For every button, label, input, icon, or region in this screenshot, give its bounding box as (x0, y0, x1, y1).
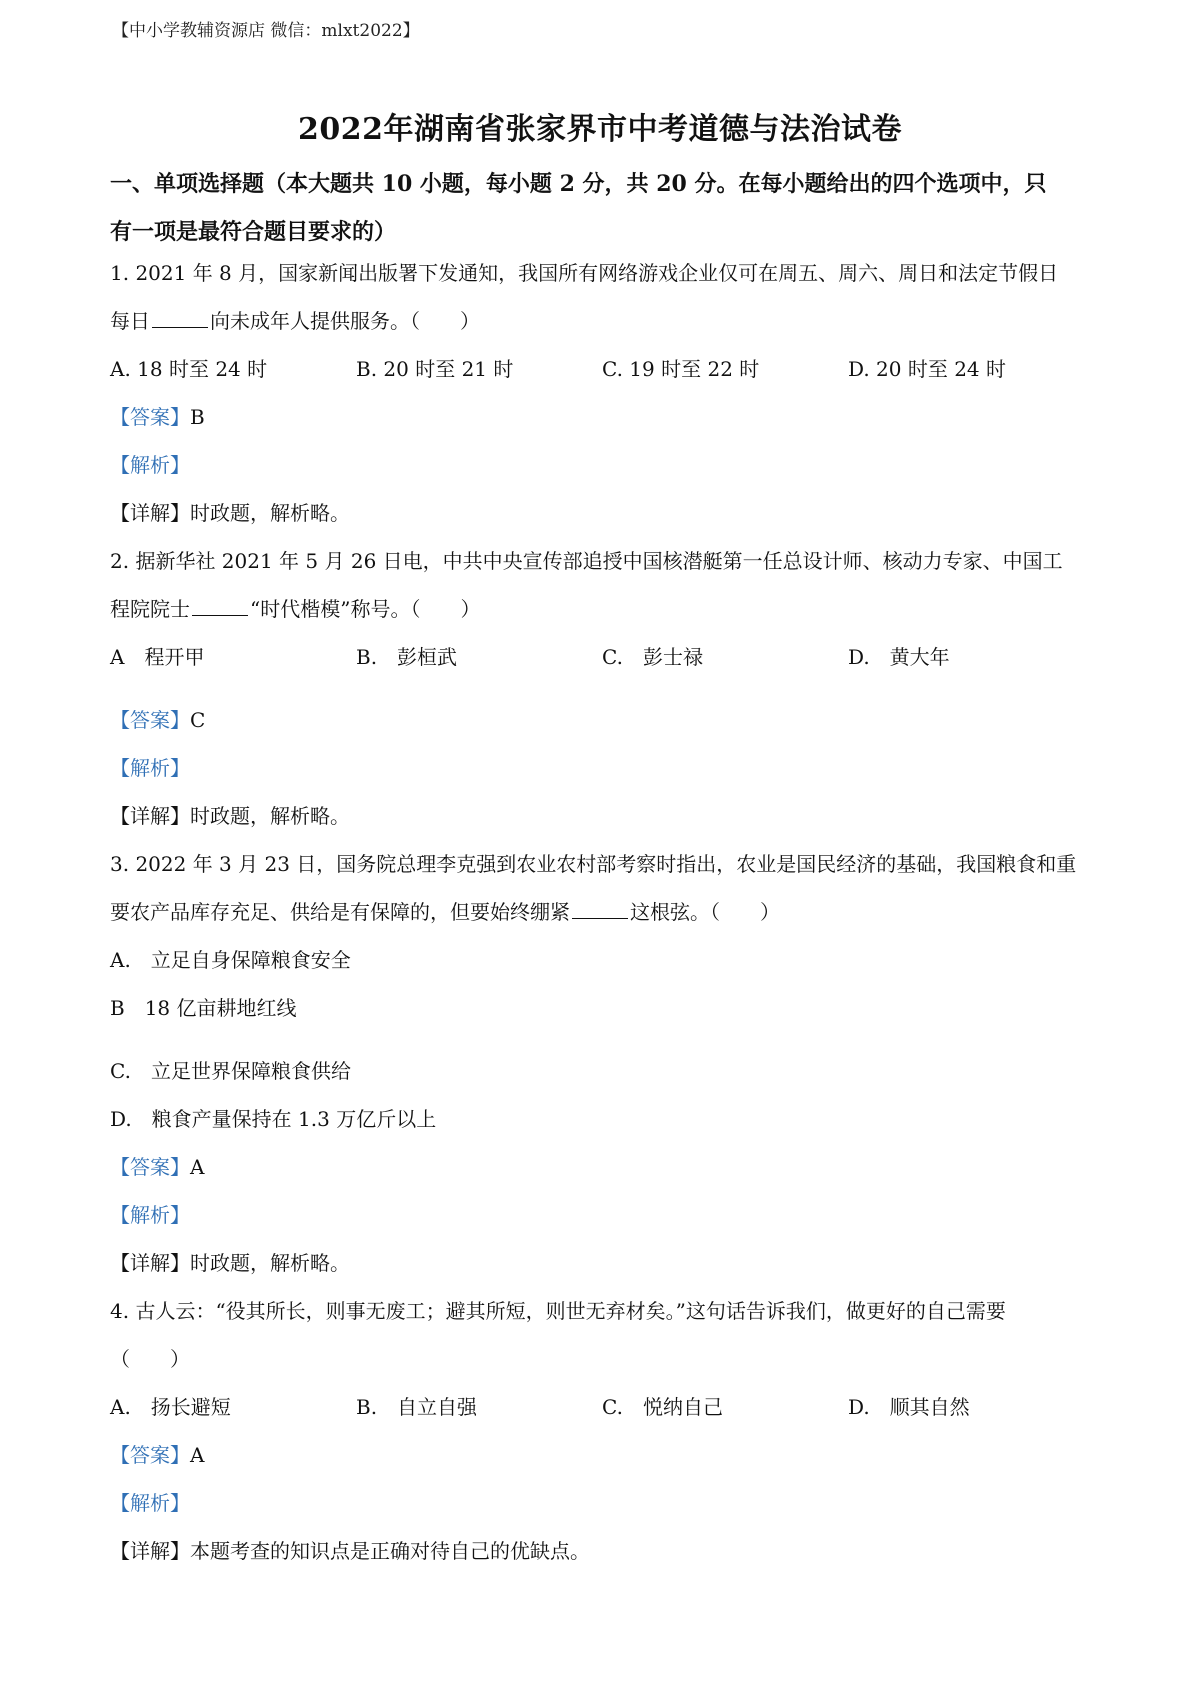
q4-option-a: A. 扬长避短 (110, 1395, 231, 1419)
q1-detail-tag: 【详解】 (110, 501, 190, 525)
section-heading (110, 160, 1100, 256)
q4-analysis (110, 1489, 1110, 1517)
q3-option-b: B 18 亿亩耕地红线 (110, 996, 297, 1020)
q1-stem-pre: 每日 (110, 309, 150, 333)
q4-answer-value: A (190, 1443, 205, 1467)
q4-option-c: C. 悦纳自己 (602, 1395, 723, 1419)
q1-detail-text: 时政题，解析略。 (190, 501, 350, 525)
q2-analysis (110, 754, 1110, 782)
q4-detail (110, 1537, 1110, 1565)
q2-stem-pre: 程院院士 (110, 597, 190, 621)
q1-analysis (110, 451, 1110, 479)
q3-detail-tag: 【详解】 (110, 1251, 190, 1275)
q2-analysis-tag: 【解析】 (110, 756, 190, 780)
q2-option-b: B. 彭桓武 (356, 645, 458, 669)
q4-detail-text: 本题考查的知识点是正确对待自己的优缺点。 (190, 1539, 590, 1563)
q2-answer (110, 706, 1110, 734)
q4-answer-tag: 【答案】 (110, 1443, 190, 1467)
q1-detail (110, 499, 1110, 527)
q4-option-b: B. 自立自强 (356, 1395, 478, 1419)
q1-stem-post: 向未成年人提供服务。（ ） (210, 309, 480, 333)
section-heading-line2: 有一项是最符合题目要求的） (110, 219, 397, 245)
q4-analysis-tag: 【解析】 (110, 1491, 190, 1515)
q1-stem-line1: 1. 2021 年 8 月，国家新闻出版署下发通知，我国所有网络游戏企业仅可在周五、周六、周日和法定节假日 (110, 261, 1059, 285)
q3-stem-line2 (110, 898, 1110, 926)
q2-option-a: A 程开甲 (110, 645, 205, 669)
q3-stem-pre: 要农产品库存充足、供给是有保障的，但要始终绷紧 (110, 900, 570, 924)
q1-answer-value: B (190, 405, 205, 429)
q1-option-c: C. 19 时至 22 时 (602, 357, 760, 381)
q3-answer-tag: 【答案】 (110, 1155, 190, 1179)
q2-detail-tag: 【详解】 (110, 804, 190, 828)
q3-stem-post: 这根弦。（ ） (630, 900, 780, 924)
q1-blank (152, 309, 208, 328)
q4-stem-line2: （ ） (110, 1347, 190, 1371)
q1-answer (110, 403, 1110, 431)
q2-stem-line1: 2. 据新华社 2021 年 5 月 26 日电，中共中央宣传部追授中国核潜艇第一任总设计师、核动力专家、中国工 (110, 549, 1063, 573)
q3-blank (572, 900, 628, 919)
q1-answer-tag: 【答案】 (110, 405, 190, 429)
q2-blank (192, 597, 248, 616)
q3-option-c: C. 立足世界保障粮食供给 (110, 1059, 351, 1083)
q1-option-a: A. 18 时至 24 时 (110, 357, 268, 381)
page-title: 2022年湖南省张家界市中考道德与法治试卷 (298, 112, 902, 147)
q2-stem-post: “时代楷模”称号。（ ） (250, 597, 481, 621)
q3-detail-text: 时政题，解析略。 (190, 1251, 350, 1275)
q1-analysis-tag: 【解析】 (110, 453, 190, 477)
q1-option-b: B. 20 时至 21 时 (356, 357, 514, 381)
q3-stem-line1: 3. 2022 年 3 月 23 日，国务院总理李克强到农业农村部考察时指出，农业是国民经济的基础，我国粮食和重 (110, 852, 1077, 876)
q2-detail-text: 时政题，解析略。 (190, 804, 350, 828)
q3-detail (110, 1249, 1110, 1277)
q1-option-d: D. 20 时至 24 时 (848, 357, 1007, 381)
q2-stem-line2 (110, 595, 1110, 623)
q2-detail (110, 802, 1110, 830)
q2-option-c: C. 彭士禄 (602, 645, 703, 669)
q3-analysis-tag: 【解析】 (110, 1203, 190, 1227)
q3-answer-value: A (190, 1155, 205, 1179)
q4-stem-line1: 4. 古人云：“役其所长，则事无废工；避其所短，则世无弃材矣。”这句话告诉我们，做更好的自己需要 (110, 1299, 1006, 1323)
q2-option-d: D. 黄大年 (848, 645, 950, 669)
q4-detail-tag: 【详解】 (110, 1539, 190, 1563)
q3-option-d: D. 粮食产量保持在 1.3 万亿斤以上 (110, 1107, 437, 1131)
q1-stem-line2 (110, 307, 1110, 335)
q4-answer (110, 1441, 1110, 1469)
q3-answer (110, 1153, 1110, 1181)
q4-option-d: D. 顺其自然 (848, 1395, 970, 1419)
q3-analysis (110, 1201, 1110, 1229)
header-note: 【中小学教辅资源店 微信：mlxt2022】 (112, 21, 420, 41)
q3-option-a: A. 立足自身保障粮食安全 (110, 948, 351, 972)
q2-answer-value: C (190, 708, 206, 732)
section-heading-line1: 一、单项选择题（本大题共 10 小题，每小题 2 分，共 20 分。在每小题给出的四个选项中，只 (110, 171, 1047, 197)
q2-answer-tag: 【答案】 (110, 708, 190, 732)
